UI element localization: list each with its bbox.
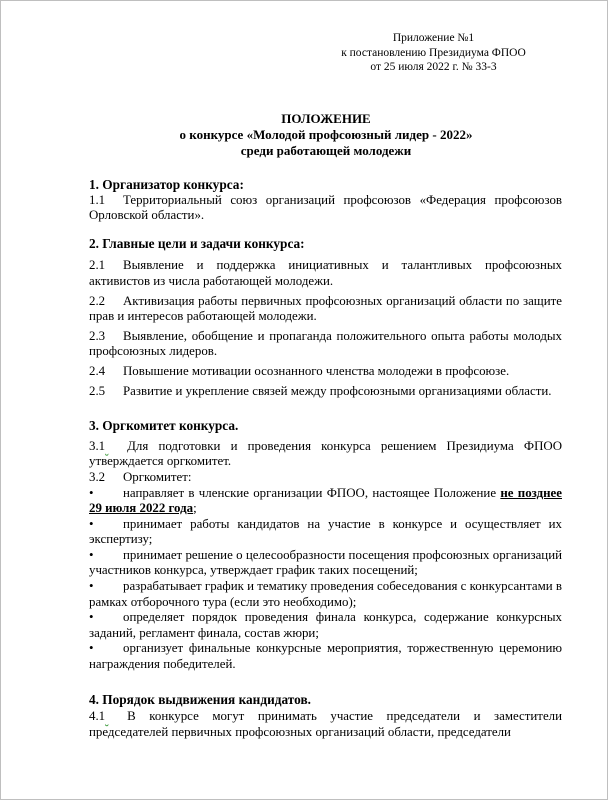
paragraph-text: Территориальный союз организаций профсоюзов «Федерация профсоюзов Орловской области». (89, 192, 562, 223)
annex-line-1: Приложение №1 (392, 32, 475, 44)
paragraph-text: организует финальные конкурсные мероприятия, торжественную церемонию награждения победителей. (89, 641, 562, 672)
bullet-mark: • (89, 610, 94, 625)
annex-line-2: к постановлению Президиума ФПОО (341, 46, 526, 59)
deadline-text: не позднее 29 июля 2022 года (89, 485, 562, 516)
paragraph-text: Повышение мотивации осознанного членства молодежи в профсоюзе. (123, 363, 510, 378)
paragraph-3-2 (89, 470, 562, 486)
paragraph-2-5 (89, 384, 562, 400)
paragraph-text: Для подготовки и проведения конкурса решением Президиума ФПОО утверждается оргкомитет. (89, 438, 562, 469)
paragraph-2-4 (89, 364, 562, 380)
bullet-mark: • (89, 579, 94, 594)
paragraph-number: 2.1 (89, 258, 106, 273)
bullet-mark: • (89, 547, 94, 562)
section-3-heading: 3. Оргкомитет конкурса. (89, 418, 239, 434)
paragraph-1-1 (89, 193, 562, 224)
bullet-3-4 (89, 579, 562, 610)
bullet-3-2 (89, 517, 562, 548)
paragraph-text: принимает решение о целесообразности посещения профсоюзных организаций участников конкурса, утверждает график таких посещений; (89, 547, 562, 578)
document-body (89, 177, 562, 740)
paragraph-text: Активизация работы первичных профсоюзных организаций области по защите прав и интересов работающей молодежи. (89, 293, 562, 324)
annex-block (301, 31, 566, 75)
paragraph-text: направляет в членские организации ФПОО, настоящее Положение (123, 485, 497, 500)
paragraph-number: 2.4 (89, 363, 106, 378)
section-2-heading: 2. Главные цели и задачи конкурса: (89, 235, 305, 251)
spellcheck-underline (105, 439, 127, 455)
section-4-heading: 4. Порядок выдвижения кандидатов. (89, 691, 311, 707)
bullet-3-6 (89, 641, 562, 672)
section-1-heading: 1. Организатор конкурса: (89, 177, 244, 192)
paragraph-number: 2.2 (89, 293, 106, 308)
bullet-mark: • (89, 485, 94, 500)
paragraph-number: 2.3 (89, 328, 106, 343)
paragraph-number: 3.2 (89, 469, 106, 484)
bullet-3-1 (89, 486, 562, 517)
paragraph-text: В конкурсе могут принимать участие председатели и заместители председателей первичных профсоюзных организаций области, председатели (89, 709, 562, 739)
paragraph-text: Выявление и поддержка инициативных и талантливых профсоюзных активистов из числа работающей молодежи. (89, 258, 562, 288)
bullet-mark: • (89, 516, 94, 531)
paragraph-text: Развитие и укрепление связей между профсоюзными организациями области. (123, 383, 552, 398)
spellcheck-underline (105, 709, 127, 725)
paragraph-text: разрабатывает график и тематику проведения собеседования с конкурсантами в рамках отборочного тура (если это необходимо); (89, 579, 562, 609)
title-line-2: о конкурсе «Молодой профсоюзный лидер - 2022» (179, 127, 473, 142)
title-line-1: ПОЛОЖЕНИЕ (281, 111, 371, 126)
paragraph-text: принимает работы кандидатов на участие в конкурсе и осуществляет их экспертизу; (89, 516, 562, 547)
paragraph-number: 2.5 (89, 383, 106, 398)
paragraph-4-1 (89, 709, 562, 740)
paragraph-2-3 (89, 329, 562, 360)
bullet-3-5 (89, 610, 562, 641)
title-line-3: среди работающей молодежи (240, 143, 412, 158)
paragraph-number: 3.1 (89, 438, 106, 453)
document-title (61, 111, 591, 159)
paragraph-number: 1.1 (89, 192, 106, 207)
paragraph-2-1 (89, 258, 562, 289)
annex-line-3: от 25 июля 2022 г. № 33-3 (370, 61, 497, 73)
paragraph-end: ; (193, 501, 197, 516)
bullet-mark: • (89, 641, 94, 656)
paragraph-text: Выявление, обобщение и пропаганда положительного опыта работы молодых профсоюзных лидеров. (89, 328, 562, 359)
bullet-3-3 (89, 548, 562, 579)
paragraph-text: Оргкомитет: (123, 469, 192, 484)
paragraph-text: определяет порядок проведения финала конкурса, содержание конкурсных заданий, регламент финала, состав жюри; (89, 610, 562, 640)
paragraph-2-2 (89, 294, 562, 325)
paragraph-number: 4.1 (89, 709, 106, 724)
paragraph-3-1 (89, 439, 562, 470)
